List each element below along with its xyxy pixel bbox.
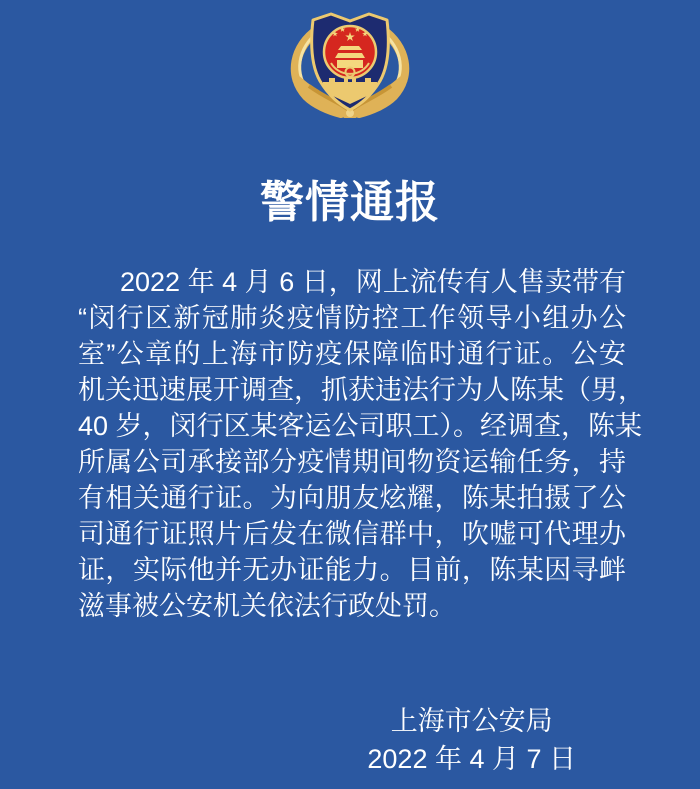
signature-date: 2022 年 4 月 7 日 — [367, 744, 576, 774]
badge-tiananmen — [335, 46, 365, 68]
body-line: “闵行区新冠肺炎疫情防控工作领导小组办公 — [78, 303, 626, 333]
badge-national-emblem — [324, 26, 376, 78]
body-line: 2022 年 4 月 6 日，网上流传有人售卖带有 — [120, 267, 626, 297]
body-line: 滋事被公安机关依法行政处罚。 — [78, 591, 456, 621]
body-line: 证，实际他并无办证能力。目前，陈某因寻衅 — [78, 555, 626, 585]
body-line: 有相关通行证。为向朋友炫耀，陈某拍摄了公 — [78, 483, 626, 513]
police-badge-emblem — [285, 6, 415, 118]
police-badge-icon — [285, 6, 415, 118]
signature-agency: 上海市公安局 — [390, 706, 553, 736]
body-line: 司通行证照片后发在微信群中，吹嘘可代理办 — [78, 519, 626, 549]
notice-body — [78, 264, 645, 624]
notice-title: 警情通报 — [260, 178, 440, 228]
body-line: 所属公司承接部分疫情期间物资运输任务，持 — [78, 447, 626, 477]
signature-block — [367, 702, 576, 778]
body-line: 机关迅速展开调查，抓获违法行为人陈某（男， — [78, 375, 645, 405]
body-line: 40 岁，闵行区某客运公司职工）。经调查，陈某 — [78, 411, 643, 441]
body-line: 室”公章的上海市防疫保障临时通行证。公安 — [78, 339, 626, 369]
